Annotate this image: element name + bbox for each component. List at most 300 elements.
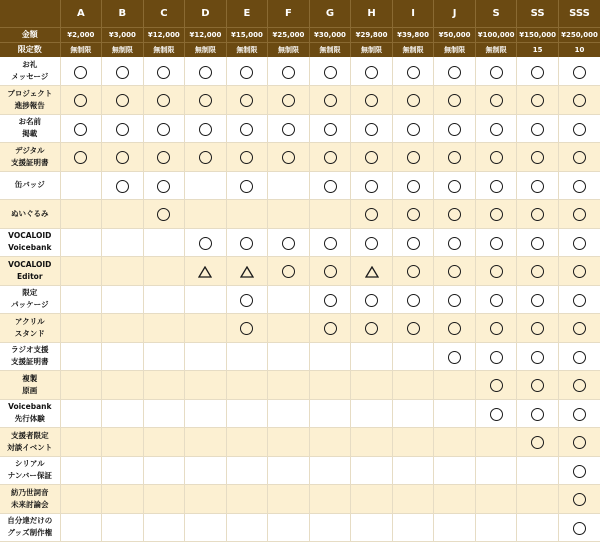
feature-cell (475, 485, 517, 514)
tier-limit-8: 無制限 (392, 42, 434, 57)
feature-cell (475, 428, 517, 457)
feature-row (0, 399, 600, 428)
feature-cell (143, 485, 185, 514)
circle-mark-icon (282, 265, 295, 278)
feature-cell (558, 200, 600, 229)
circle-mark-icon (573, 351, 586, 364)
feature-cell (185, 399, 227, 428)
tier-name-3: D (185, 0, 227, 27)
feature-label-line: メッセージ (11, 72, 49, 81)
circle-mark-icon (448, 123, 461, 136)
feature-cell (268, 513, 310, 542)
circle-mark-icon (324, 94, 337, 107)
circle-mark-icon (490, 151, 503, 164)
circle-mark-icon (448, 322, 461, 335)
tier-limit-0: 無制限 (60, 42, 102, 57)
feature-label (0, 513, 60, 542)
circle-mark-icon (573, 379, 586, 392)
circle-mark-icon (324, 322, 337, 335)
feature-cell (475, 171, 517, 200)
limit-label: 限定数 (0, 42, 60, 57)
feature-cell (60, 86, 102, 115)
feature-cell (268, 456, 310, 485)
circle-mark-icon (490, 237, 503, 250)
feature-cell (309, 143, 351, 172)
feature-cell (392, 57, 434, 86)
circle-mark-icon (573, 66, 586, 79)
feature-cell (434, 57, 476, 86)
feature-cell (351, 200, 393, 229)
feature-cell (143, 456, 185, 485)
feature-cell (392, 342, 434, 371)
feature-cell (517, 399, 559, 428)
feature-cell (434, 399, 476, 428)
tier-name-11: SS (517, 0, 559, 27)
header-tier-row (0, 0, 600, 27)
circle-mark-icon (365, 180, 378, 193)
circle-mark-icon (490, 265, 503, 278)
tier-limit-7: 無制限 (351, 42, 393, 57)
feature-cell (517, 342, 559, 371)
feature-row (0, 143, 600, 172)
feature-label-line: 紡乃世詞音 (11, 487, 49, 497)
feature-cell (102, 314, 144, 343)
feature-cell (517, 171, 559, 200)
circle-mark-icon (573, 294, 586, 307)
feature-cell (392, 257, 434, 286)
feature-cell (268, 171, 310, 200)
feature-cell (434, 485, 476, 514)
feature-cell (475, 399, 517, 428)
feature-cell (351, 485, 393, 514)
feature-label (0, 428, 60, 457)
feature-cell (434, 513, 476, 542)
feature-label-line: 掲載 (22, 129, 38, 139)
feature-label-line: 進捗報告 (14, 100, 45, 110)
feature-cell (392, 200, 434, 229)
feature-cell (185, 371, 227, 400)
feature-cell (309, 342, 351, 371)
feature-label (0, 456, 60, 485)
circle-mark-icon (282, 94, 295, 107)
feature-cell (185, 143, 227, 172)
circle-mark-icon (531, 408, 544, 421)
feature-cell (60, 143, 102, 172)
circle-mark-icon (365, 294, 378, 307)
circle-mark-icon (324, 66, 337, 79)
feature-cell (185, 456, 227, 485)
tier-name-0: A (60, 0, 102, 27)
feature-cell (517, 114, 559, 143)
feature-cell (517, 86, 559, 115)
circle-mark-icon (573, 94, 586, 107)
feature-cell (434, 171, 476, 200)
tier-price-11: ¥150,000 (517, 27, 559, 42)
feature-cell (434, 257, 476, 286)
feature-cell (226, 342, 268, 371)
feature-cell (226, 485, 268, 514)
feature-cell (226, 200, 268, 229)
tier-price-12: ¥250,000 (558, 27, 600, 42)
circle-mark-icon (407, 151, 420, 164)
feature-cell (102, 456, 144, 485)
price-label: 金額 (0, 27, 60, 42)
feature-cell (143, 371, 185, 400)
circle-mark-icon (448, 351, 461, 364)
feature-cell (558, 143, 600, 172)
triangle-mark-icon (198, 266, 212, 278)
tier-price-0: ¥2,000 (60, 27, 102, 42)
feature-cell (434, 114, 476, 143)
circle-mark-icon (407, 123, 420, 136)
tier-price-1: ¥3,000 (102, 27, 144, 42)
feature-cell (60, 485, 102, 514)
feature-cell (226, 114, 268, 143)
feature-cell (60, 200, 102, 229)
circle-mark-icon (490, 123, 503, 136)
feature-cell (185, 200, 227, 229)
feature-cell (185, 114, 227, 143)
feature-cell (434, 314, 476, 343)
circle-mark-icon (407, 180, 420, 193)
feature-cell (351, 314, 393, 343)
feature-cell (558, 456, 600, 485)
feature-cell (60, 513, 102, 542)
tier-name-12: SSS (558, 0, 600, 27)
feature-label-line: Editor (17, 271, 43, 281)
circle-mark-icon (490, 322, 503, 335)
circle-mark-icon (531, 123, 544, 136)
feature-label-line: お礼 (22, 60, 38, 69)
triangle-mark-icon (365, 266, 379, 278)
tier-limit-12: 10 (558, 42, 600, 57)
tier-limit-2: 無制限 (143, 42, 185, 57)
feature-cell (309, 456, 351, 485)
feature-cell (392, 114, 434, 143)
feature-cell (434, 86, 476, 115)
feature-row (0, 228, 600, 257)
feature-cell (60, 114, 102, 143)
feature-cell (102, 342, 144, 371)
feature-cell (143, 228, 185, 257)
circle-mark-icon (324, 123, 337, 136)
circle-mark-icon (490, 180, 503, 193)
feature-label-line: 複製 (22, 373, 38, 383)
circle-mark-icon (448, 294, 461, 307)
feature-cell (558, 57, 600, 86)
feature-cell (185, 314, 227, 343)
feature-row (0, 485, 600, 514)
circle-mark-icon (573, 465, 586, 478)
circle-mark-icon (365, 237, 378, 250)
feature-label (0, 485, 60, 514)
feature-cell (475, 200, 517, 229)
circle-mark-icon (240, 237, 253, 250)
tier-limit-5: 無制限 (268, 42, 310, 57)
circle-mark-icon (157, 94, 170, 107)
feature-cell (102, 171, 144, 200)
circle-mark-icon (573, 123, 586, 136)
feature-cell (434, 200, 476, 229)
feature-cell (434, 428, 476, 457)
tier-limit-1: 無制限 (102, 42, 144, 57)
feature-cell (558, 285, 600, 314)
feature-cell (143, 171, 185, 200)
tier-price-7: ¥29,800 (351, 27, 393, 42)
feature-row (0, 285, 600, 314)
feature-cell (268, 114, 310, 143)
feature-cell (268, 399, 310, 428)
feature-label-line: パッケージ (11, 300, 49, 310)
feature-cell (102, 257, 144, 286)
tier-name-4: E (226, 0, 268, 27)
circle-mark-icon (365, 151, 378, 164)
feature-label-line: 対談イベント (7, 442, 53, 452)
feature-row (0, 371, 600, 400)
feature-cell (143, 257, 185, 286)
tier-name-1: B (102, 0, 144, 27)
feature-cell (392, 86, 434, 115)
feature-cell (226, 428, 268, 457)
circle-mark-icon (573, 522, 586, 535)
feature-cell (102, 114, 144, 143)
circle-mark-icon (407, 322, 420, 335)
circle-mark-icon (531, 94, 544, 107)
circle-mark-icon (573, 180, 586, 193)
feature-label-line: シリアル (14, 459, 45, 469)
feature-row (0, 86, 600, 115)
circle-mark-icon (324, 180, 337, 193)
feature-cell (102, 399, 144, 428)
feature-cell (392, 143, 434, 172)
feature-cell (143, 114, 185, 143)
feature-cell (60, 399, 102, 428)
feature-cell (558, 342, 600, 371)
feature-cell (309, 200, 351, 229)
feature-cell (434, 371, 476, 400)
feature-label-line: 未来討論会 (11, 499, 49, 509)
feature-cell (60, 285, 102, 314)
circle-mark-icon (324, 294, 337, 307)
circle-mark-icon (531, 180, 544, 193)
feature-cell (434, 342, 476, 371)
feature-cell (558, 228, 600, 257)
feature-cell (102, 57, 144, 86)
circle-mark-icon (116, 123, 129, 136)
tier-price-4: ¥15,000 (226, 27, 268, 42)
header-corner-cell (0, 0, 60, 27)
feature-label (0, 114, 60, 143)
feature-cell (60, 314, 102, 343)
circle-mark-icon (240, 151, 253, 164)
feature-cell (268, 86, 310, 115)
feature-cell (392, 513, 434, 542)
feature-cell (143, 314, 185, 343)
feature-cell (351, 456, 393, 485)
feature-cell (309, 114, 351, 143)
feature-cell (226, 285, 268, 314)
tier-price-2: ¥12,000 (143, 27, 185, 42)
circle-mark-icon (448, 180, 461, 193)
feature-cell (558, 171, 600, 200)
feature-cell (475, 314, 517, 343)
feature-label-line: 原画 (22, 385, 38, 395)
feature-label (0, 314, 60, 343)
feature-cell (475, 513, 517, 542)
feature-cell (102, 513, 144, 542)
tier-price-6: ¥30,000 (309, 27, 351, 42)
circle-mark-icon (74, 66, 87, 79)
feature-cell (143, 143, 185, 172)
circle-mark-icon (240, 294, 253, 307)
tier-limit-6: 無制限 (309, 42, 351, 57)
feature-cell (185, 485, 227, 514)
feature-cell (185, 57, 227, 86)
feature-row (0, 200, 600, 229)
feature-cell (185, 342, 227, 371)
feature-cell (185, 86, 227, 115)
circle-mark-icon (74, 123, 87, 136)
circle-mark-icon (365, 94, 378, 107)
feature-label-line: 缶バッジ (14, 180, 45, 190)
feature-cell (309, 513, 351, 542)
feature-label-line: グッズ制作権 (7, 528, 53, 538)
circle-mark-icon (407, 66, 420, 79)
feature-row (0, 428, 600, 457)
feature-cell (185, 428, 227, 457)
feature-label (0, 257, 60, 286)
feature-label-line: 支援証明書 (11, 157, 49, 167)
feature-label-line: スタンド (14, 328, 45, 338)
feature-label-line: Voicebank (8, 243, 52, 253)
feature-label-line: ナンバー保証 (7, 471, 52, 481)
feature-cell (226, 257, 268, 286)
circle-mark-icon (573, 322, 586, 335)
feature-cell (60, 342, 102, 371)
feature-cell (268, 371, 310, 400)
feature-cell (309, 371, 351, 400)
feature-cell (558, 485, 600, 514)
feature-label-line: VOCALOID (8, 231, 52, 241)
feature-cell (351, 143, 393, 172)
tier-limit-3: 無制限 (185, 42, 227, 57)
tier-name-2: C (143, 0, 185, 27)
tier-name-5: F (268, 0, 310, 27)
feature-cell (351, 513, 393, 542)
circle-mark-icon (448, 66, 461, 79)
circle-mark-icon (74, 94, 87, 107)
tier-name-8: I (392, 0, 434, 27)
circle-mark-icon (282, 237, 295, 250)
circle-mark-icon (199, 66, 212, 79)
feature-cell (309, 314, 351, 343)
feature-label-line: ぬいぐるみ (11, 208, 49, 218)
feature-cell (143, 399, 185, 428)
feature-row (0, 342, 600, 371)
feature-cell (351, 342, 393, 371)
circle-mark-icon (531, 237, 544, 250)
feature-cell (268, 428, 310, 457)
feature-label-line: お名前 (18, 117, 42, 127)
feature-cell (309, 86, 351, 115)
feature-row (0, 456, 600, 485)
feature-cell (309, 228, 351, 257)
feature-label-line: Voicebank (8, 402, 52, 412)
feature-cell (143, 57, 185, 86)
circle-mark-icon (240, 94, 253, 107)
feature-row (0, 57, 600, 86)
circle-mark-icon (240, 123, 253, 136)
feature-cell (226, 399, 268, 428)
feature-cell (226, 371, 268, 400)
circle-mark-icon (116, 94, 129, 107)
feature-cell (392, 371, 434, 400)
feature-label-line: 限定 (22, 288, 38, 298)
tier-price-5: ¥25,000 (268, 27, 310, 42)
circle-mark-icon (324, 151, 337, 164)
circle-mark-icon (365, 123, 378, 136)
feature-cell (475, 143, 517, 172)
feature-cell (102, 485, 144, 514)
feature-label (0, 86, 60, 115)
feature-cell (226, 143, 268, 172)
feature-cell (558, 86, 600, 115)
circle-mark-icon (490, 379, 503, 392)
circle-mark-icon (282, 151, 295, 164)
circle-mark-icon (490, 408, 503, 421)
circle-mark-icon (240, 180, 253, 193)
feature-cell (102, 285, 144, 314)
header-limit-row (0, 42, 600, 57)
tier-name-6: G (309, 0, 351, 27)
feature-cell (475, 257, 517, 286)
feature-cell (226, 86, 268, 115)
circle-mark-icon (157, 208, 170, 221)
feature-cell (60, 228, 102, 257)
circle-mark-icon (573, 408, 586, 421)
feature-cell (143, 200, 185, 229)
feature-cell (475, 285, 517, 314)
feature-cell (60, 171, 102, 200)
feature-cell (102, 371, 144, 400)
tier-limit-9: 無制限 (434, 42, 476, 57)
feature-label (0, 143, 60, 172)
feature-cell (268, 285, 310, 314)
feature-cell (517, 57, 559, 86)
circle-mark-icon (365, 322, 378, 335)
circle-mark-icon (324, 237, 337, 250)
feature-cell (309, 57, 351, 86)
circle-mark-icon (573, 151, 586, 164)
feature-row (0, 171, 600, 200)
feature-row (0, 114, 600, 143)
feature-label-line: VOCALOID (8, 259, 52, 269)
circle-mark-icon (531, 151, 544, 164)
feature-cell (517, 371, 559, 400)
circle-mark-icon (157, 180, 170, 193)
feature-cell (60, 428, 102, 457)
feature-cell (60, 57, 102, 86)
circle-mark-icon (365, 208, 378, 221)
tier-name-10: S (475, 0, 517, 27)
circle-mark-icon (116, 151, 129, 164)
feature-cell (558, 371, 600, 400)
triangle-mark-icon (240, 266, 254, 278)
feature-label-line: アクリル (14, 316, 45, 326)
feature-label-line: 先行体験 (14, 414, 45, 424)
feature-cell (392, 228, 434, 257)
feature-cell (309, 428, 351, 457)
